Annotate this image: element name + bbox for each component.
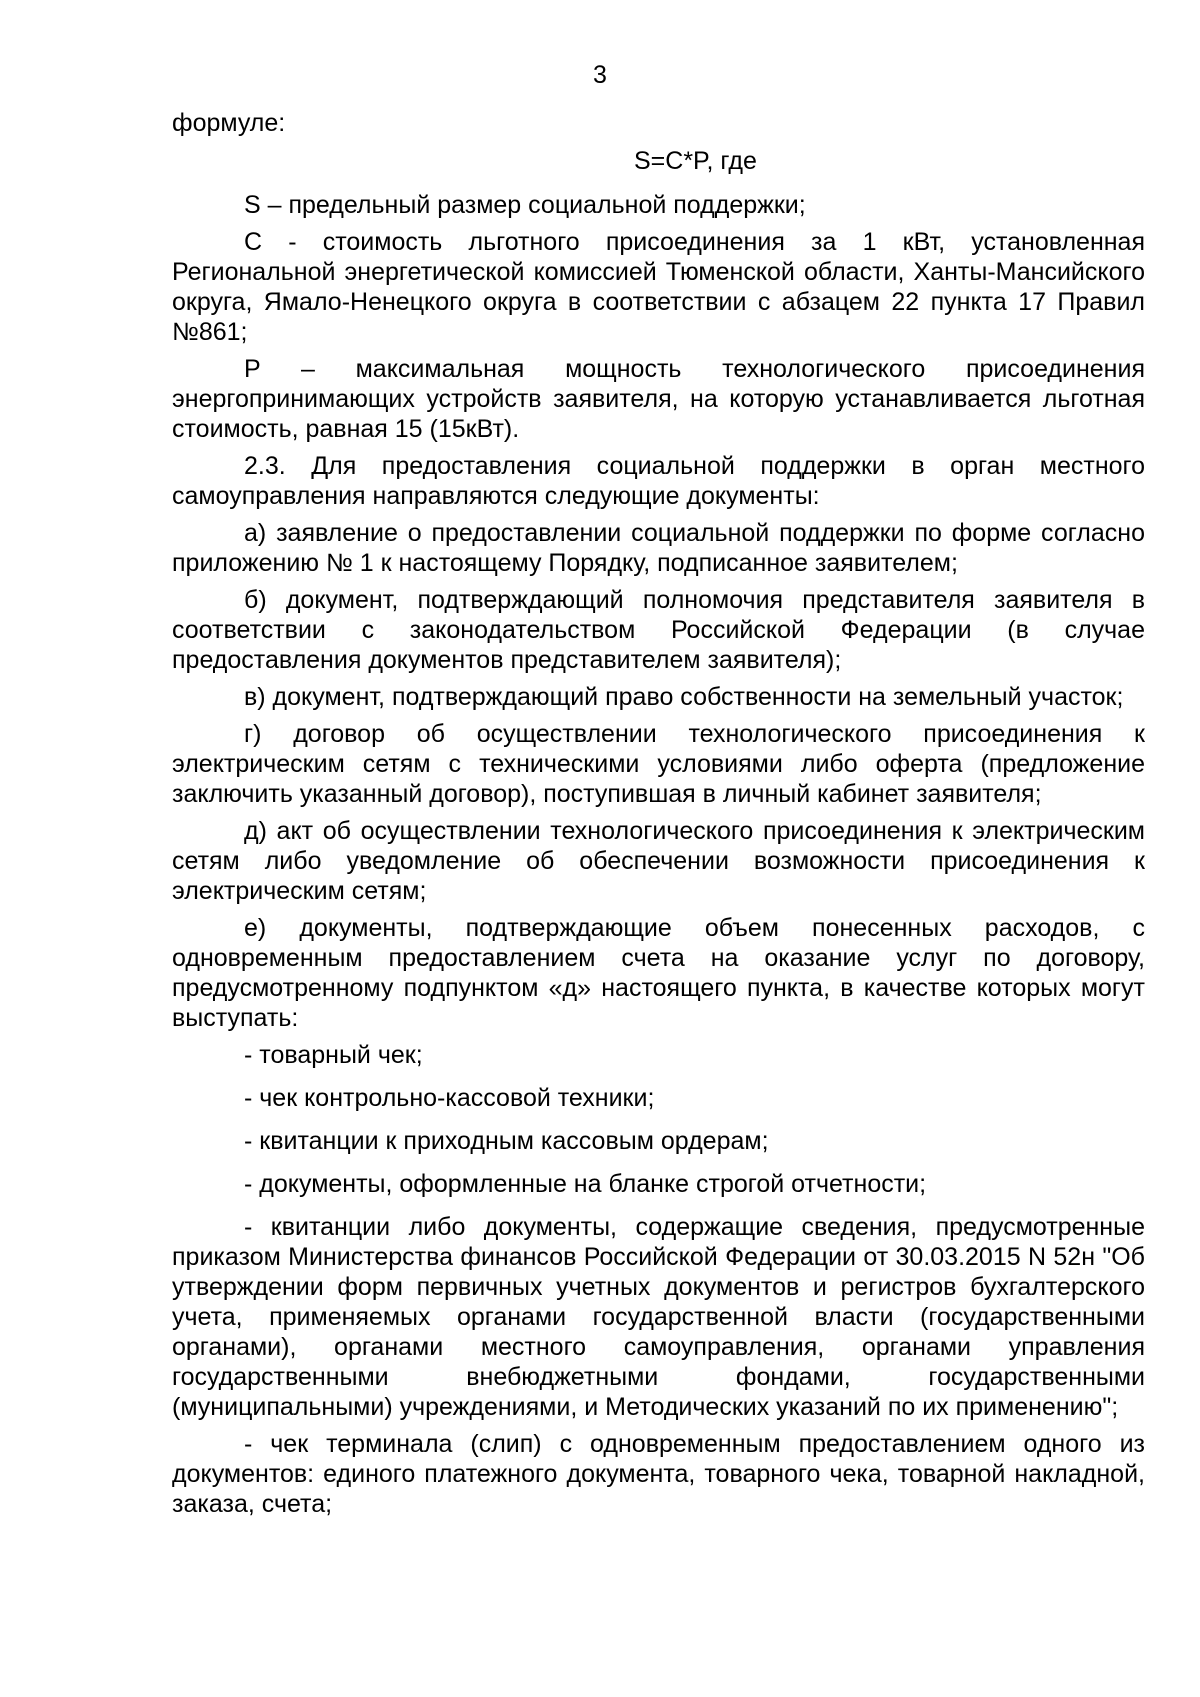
definition-c: С - стоимость льготного присоединения за 1 кВт, установленная Региональной энергетической комиссией Тюменской области, Ханты-Мансийского округа, Ямало-Ненецкого округа в соответствии с абзацем 22 пункта 17 Правил №861;: [172, 228, 1145, 346]
dash-item: - документы, оформленные на бланке строгой отчетности;: [244, 1170, 927, 1198]
dash-item: - чек контрольно-кассовой техники;: [244, 1084, 655, 1112]
item-b: б) документ, подтверждающий полномочия представителя заявителя в соответствии с законодательством Российской Федерации (в случае предоставления документов представителем заявителя);: [172, 586, 1145, 674]
item-v: в) документ, подтверждающий право собственности на земельный участок;: [244, 683, 1124, 711]
definition-p: P – максимальная мощность технологического присоединения энергопринимающих устройств заявителя, на которую устанавливается льготная стоимость, равная 15 (15кВт).: [172, 355, 1145, 443]
clause-2-3: 2.3. Для предоставления социальной поддержки в орган местного самоуправления направляются следующие документы:: [172, 452, 1145, 510]
lead-line: формуле:: [172, 109, 286, 137]
page-number: 3: [593, 61, 607, 89]
dash-item-receipts: - квитанции либо документы, содержащие сведения, предусмотренные приказом Министерства финансов Российской Федерации от 30.03.2015 N 52н "Об утверждении форм первичных учетных документов и регистров бухгалтерского учета, применяемых органами государственной власти (государственными органами), органами местного самоуправления, органами управления государственными внебюджетными фондами, государственными (муниципальными) учреждениями, и Методических указаний по их применению";: [172, 1213, 1145, 1421]
item-g: г) договор об осуществлении технологического присоединения к электрическим сетям с техническими условиями либо оферта (предложение заключить указанный договор), поступившая в личный кабинет заявителя;: [172, 720, 1145, 808]
dash-item-terminal-slip: - чек терминала (слип) с одновременным предоставлением одного из документов: единого платежного документа, товарного чека, товарной накладной, заказа, счета;: [172, 1430, 1145, 1518]
item-e: е) документы, подтверждающие объем понесенных расходов, с одновременным предоставлением счета на оказание услуг по договору, предусмотренному подпунктом «д» настоящего пункта, в качестве которых могут выступать:: [172, 914, 1145, 1032]
dash-item: - товарный чек;: [244, 1041, 423, 1069]
dash-item: - квитанции к приходным кассовым ордерам;: [244, 1127, 769, 1155]
item-d: д) акт об осуществлении технологического присоединения к электрическим сетям либо уведомление об обеспечении возможности присоединения к электрическим сетям;: [172, 817, 1145, 905]
document-body: [172, 108, 1145, 1526]
item-a: а) заявление о предоставлении социальной поддержки по форме согласно приложению № 1 к настоящему Порядку, подписанное заявителем;: [172, 519, 1145, 577]
definition-s: S – предельный размер социальной поддержки;: [244, 191, 806, 219]
formula: S=C*P, где: [634, 147, 757, 175]
